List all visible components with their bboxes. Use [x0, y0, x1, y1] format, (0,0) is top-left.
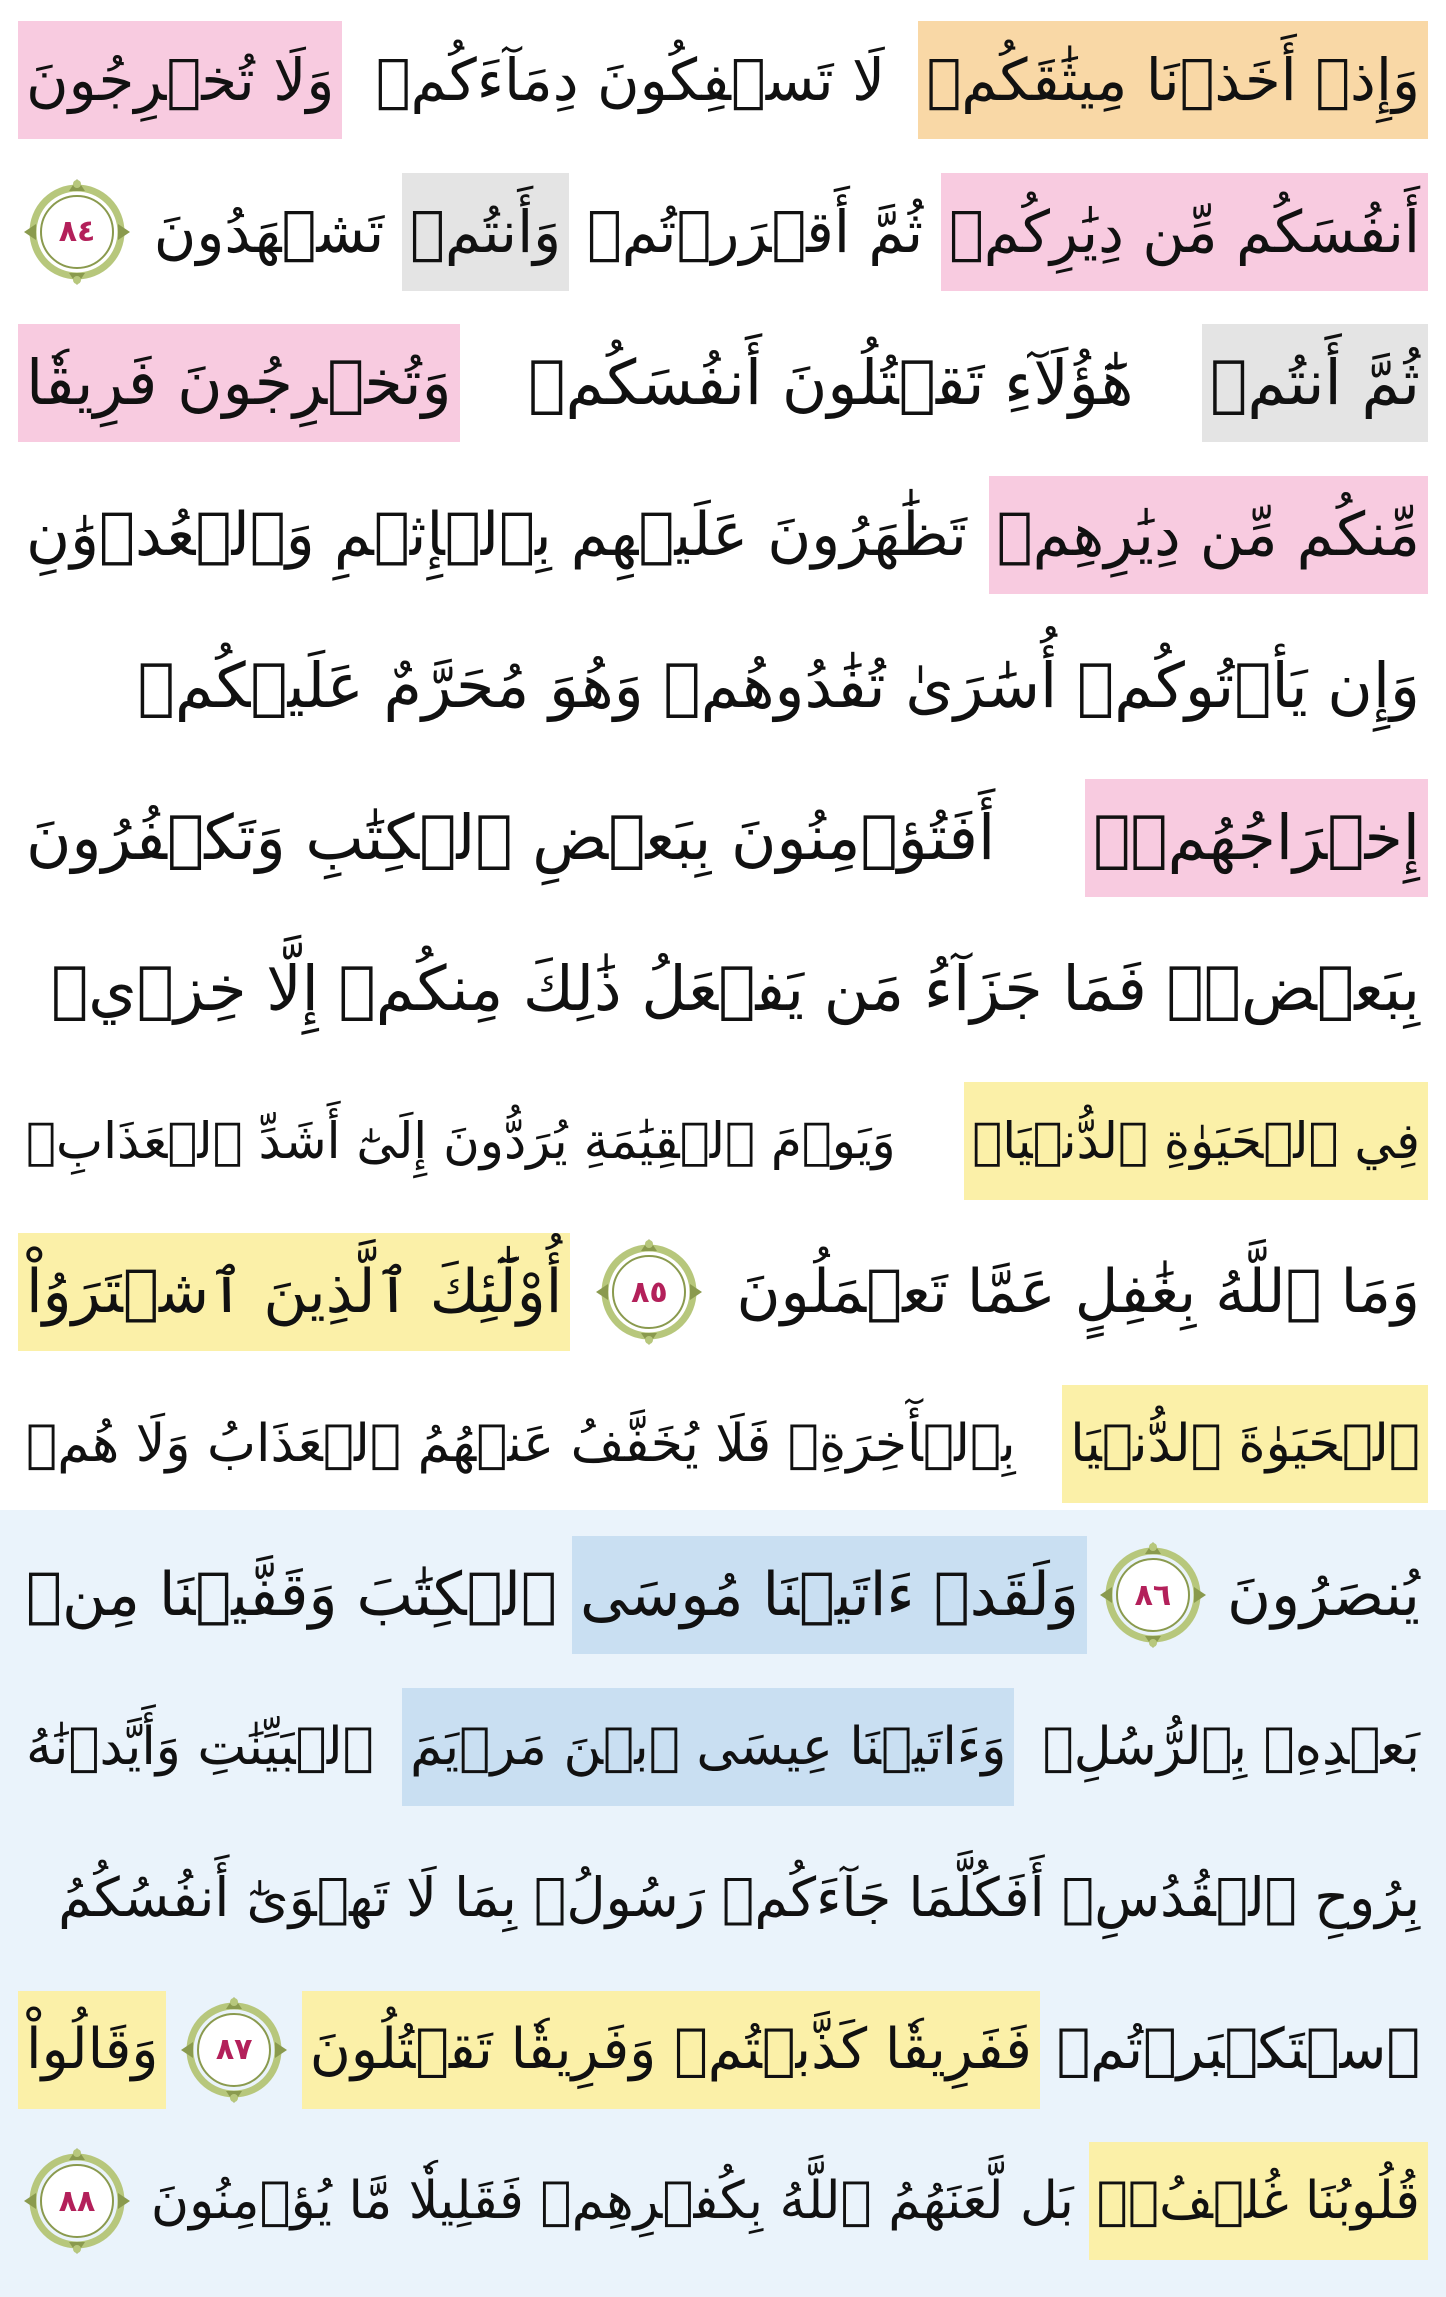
verse-text: بِبَعۡضٖۚ فَمَا جَزَآءُ مَن يَفۡعَلُ ذَٰلِكَ مِنكُمۡ إِلَّا خِزۡيٞ [51, 952, 1420, 1025]
verse-line [18, 764, 1428, 912]
verse-line [18, 1673, 1428, 1821]
verse-text: هَٰٓؤُلَآءِ تَقۡتُلُونَ أَنفُسَكُمۡ [528, 346, 1134, 419]
highlighted-phrase: ٱلۡحَيَوٰةَ ٱلدُّنۡيَا [1062, 1385, 1428, 1503]
verse-text: وَيَوۡمَ ٱلۡقِيَٰمَةِ يُرَدُّونَ إِلَىٰٓ أَشَدِّ ٱلۡعَذَابِۗ [26, 1111, 896, 1170]
highlighted-phrase: مِّنكُم مِّن دِيَٰرِهِمۡ [989, 476, 1428, 594]
highlighted-phrase: أَنفُسَكُم مِّن دِيَٰرِكُمۡ [941, 173, 1428, 291]
verse-text: ٱلۡكِتَٰبَ وَقَفَّيۡنَا مِنۢ [26, 1560, 557, 1630]
line-segments [18, 1824, 1428, 1972]
highlighted-phrase: فَفَرِيقٗا كَذَّبۡتُمۡ وَفَرِيقٗا تَقۡتُلُونَ [302, 1991, 1040, 2109]
line-segments [18, 1218, 1428, 1366]
verse-text: لَا تَسۡفِكُونَ دِمَآءَكُمۡ [375, 46, 886, 114]
highlighted-phrase: وَءَاتَيۡنَا عِيسَى ٱبۡنَ مَرۡيَمَ [402, 1688, 1014, 1806]
ayah-end-marker-icon [18, 2142, 136, 2260]
highlighted-phrase: وَلَا تُخۡرِجُونَ [18, 21, 342, 139]
ayah-end-marker-icon [590, 1233, 708, 1351]
ayah-end-marker-icon [18, 173, 136, 291]
line-segments [18, 1521, 1428, 1669]
verse-line [18, 1521, 1428, 1669]
ayah-number: ٨٥ [631, 1274, 668, 1310]
verse-line [18, 2127, 1428, 2275]
highlighted-phrase: وَلَقَدۡ ءَاتَيۡنَا مُوسَى [572, 1536, 1087, 1654]
verse-line [18, 1824, 1428, 1972]
highlighted-phrase: وَإِذۡ أَخَذۡنَا مِيثَٰقَكُمۡ [918, 21, 1428, 139]
line-segments [18, 612, 1428, 760]
highlighted-phrase: أُوْلَٰٓئِكَ ٱلَّذِينَ ٱشۡتَرَوُاْ [18, 1233, 570, 1351]
line-segments [18, 158, 1428, 306]
line-segments [18, 1673, 1428, 1821]
line-segments [18, 309, 1428, 457]
highlighted-phrase: إِخۡرَاجُهُمۡۚ [1085, 779, 1428, 897]
verse-text: تَظَٰهَرُونَ عَلَيۡهِم بِٱلۡإِثۡمِ وَٱلۡعُدۡوَٰنِ [26, 499, 967, 570]
ayah-end-marker-icon [1094, 1536, 1212, 1654]
verse-text: بَل لَّعَنَهُمُ ٱللَّهُ بِكُفۡرِهِمۡ فَقَلِيلٗا مَّا يُؤۡمِنُونَ [150, 2171, 1074, 2231]
line-segments [18, 2127, 1428, 2275]
ayah-number: ٨٦ [1134, 1577, 1172, 1613]
verse-line [18, 461, 1428, 609]
verse-line [18, 1218, 1428, 1366]
verse-text: يُنصَرُونَ [1227, 1560, 1420, 1630]
verse-text: أَفَتُؤۡمِنُونَ بِبَعۡضِ ٱلۡكِتَٰبِ وَتَكۡفُرُونَ [26, 800, 996, 874]
line-segments [18, 1370, 1428, 1518]
verse-line [18, 1067, 1428, 1215]
verse-text: وَإِن يَأۡتُوكُمۡ أُسَٰرَىٰ تُفَٰدُوهُمۡ وَهُوَ مُحَرَّمٌ عَلَيۡكُمۡ [137, 649, 1420, 722]
verse-text: ٱلۡبَيِّنَٰتِ وَأَيَّدۡنَٰهُ [26, 1716, 374, 1777]
verse-text: وَمَا ٱللَّهُ بِغَٰفِلٍ عَمَّا تَعۡمَلُونَ [736, 1257, 1420, 1327]
line-segments [18, 915, 1428, 1063]
highlighted-phrase: ثُمَّ أَنتُمۡ [1202, 324, 1428, 442]
line-segments [18, 6, 1428, 154]
verse-line [18, 612, 1428, 760]
verse-line [18, 6, 1428, 154]
ayah-end-marker-icon [175, 1991, 293, 2109]
line-segments [18, 1976, 1428, 2124]
verse-line [18, 309, 1428, 457]
verse-text: بِٱلۡأٓخِرَةِۖ فَلَا يُخَفَّفُ عَنۡهُمُ ٱلۡعَذَابُ وَلَا هُمۡ [26, 1413, 1016, 1474]
verse-text: بِرُوحِ ٱلۡقُدُسِۗ أَفَكُلَّمَا جَآءَكُمۡ رَسُولُۢ بِمَا لَا تَهۡوَىٰٓ أَنفُسُكُمُ [58, 1866, 1420, 1929]
verse-text: ٱسۡتَكۡبَرۡتُمۡ [1056, 2016, 1420, 2082]
verse-line [18, 1976, 1428, 2124]
highlighted-phrase: وَأَنتُمۡ [402, 173, 569, 291]
line-segments [18, 461, 1428, 609]
verse-line [18, 915, 1428, 1063]
highlighted-phrase: وَتُخۡرِجُونَ فَرِيقٗا [18, 324, 460, 442]
highlighted-phrase: قُلُوبُنَا غُلۡفُۢۚ [1089, 2142, 1428, 2260]
verse-line [18, 1370, 1428, 1518]
highlighted-phrase: وَقَالُواْ [18, 1991, 166, 2109]
verse-line [18, 158, 1428, 306]
ayah-number: ٨٨ [58, 2183, 96, 2219]
ayah-number: ٨٧ [215, 2032, 253, 2067]
line-segments [18, 1067, 1428, 1215]
verse-text: ثُمَّ أَقۡرَرۡتُمۡ [586, 197, 924, 266]
verse-text: بَعۡدِهِۦ بِٱلرُّسُلِۖ [1042, 1716, 1420, 1777]
verse-text: تَشۡهَدُونَ [153, 197, 385, 266]
line-segments [18, 764, 1428, 912]
ayah-number: ٨٤ [58, 214, 96, 249]
highlighted-phrase: فِي ٱلۡحَيَوٰةِ ٱلدُّنۡيَاۖ [964, 1082, 1428, 1200]
